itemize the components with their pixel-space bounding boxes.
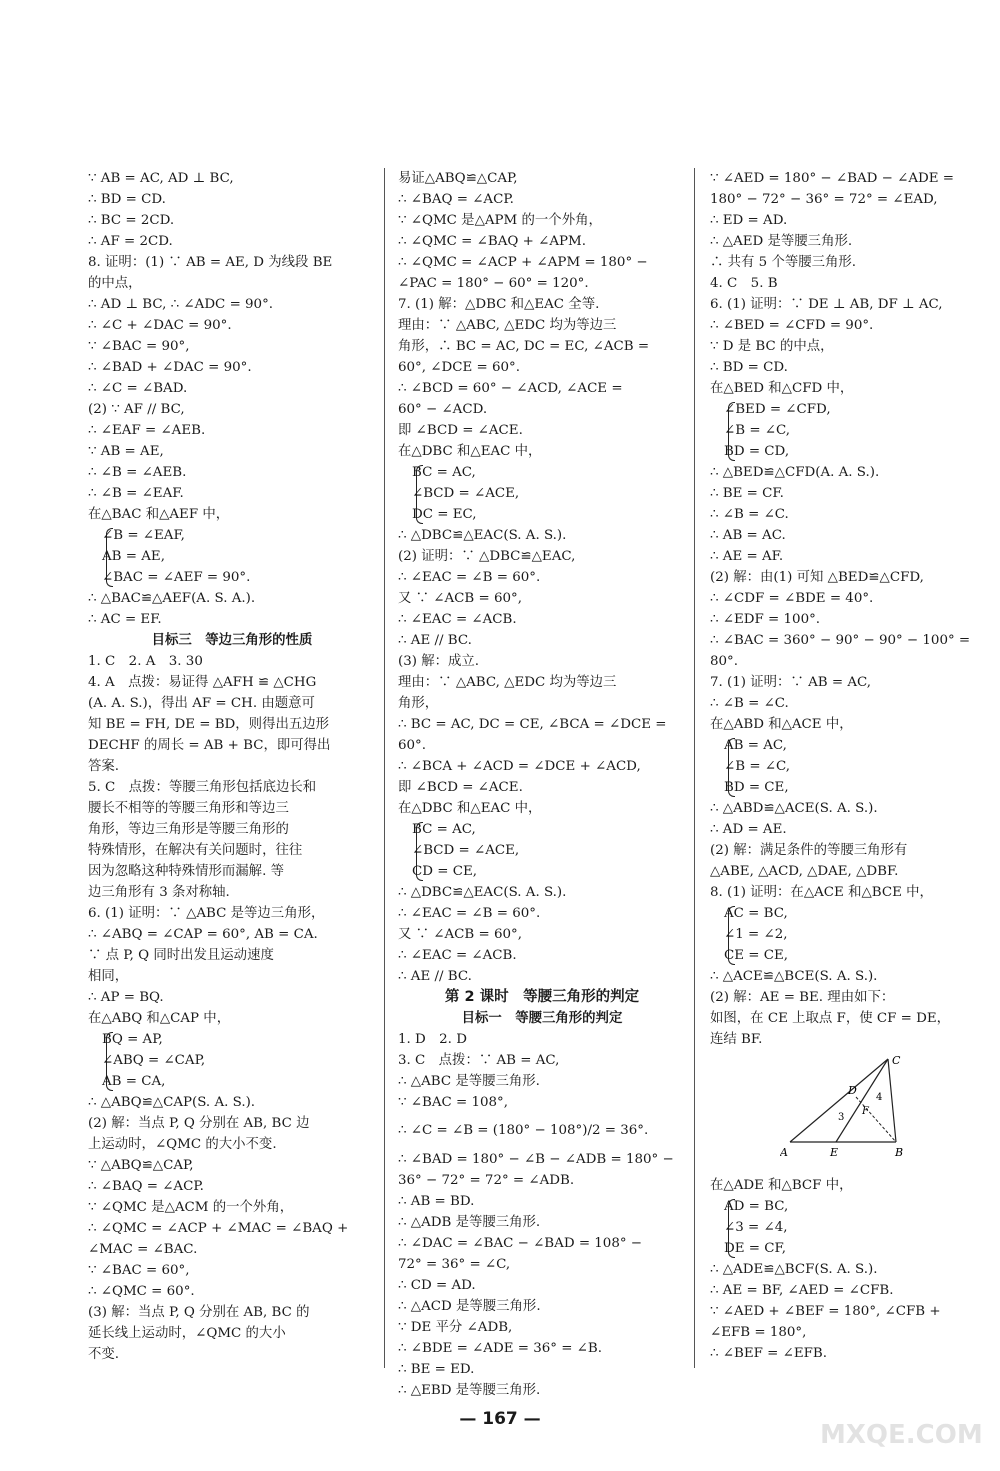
text-line: ∴ △ABD≌△ACE(S. A. S.).	[710, 801, 878, 816]
text-line: ∵ ∠QMC 是△APM 的一个外角，	[398, 213, 602, 228]
text-line: ∴ △AED 是等腰三角形.	[710, 234, 853, 249]
column-2	[398, 168, 686, 1401]
text-line: ∴ △EBD 是等腰三角形.	[398, 1383, 541, 1398]
text-line: 5. C 点拨：等腰三角形包括底边长和	[88, 780, 317, 795]
text-line: ∴ ∠B = ∠C.	[710, 507, 789, 522]
text-line: ∴ AD ⊥ BC, ∴ ∠ADC = 90°.	[88, 297, 274, 312]
text-line: 不变.	[88, 1347, 120, 1362]
text-line: △ABE, △ACD, △DAE, △DBF.	[710, 864, 899, 879]
text-line: 的中点，	[88, 276, 142, 291]
text-line: ∴ △ACE≌△BCE(S. A. S.).	[710, 969, 878, 984]
text-line: 角形，∴ BC = AC, DC = EC, ∠ACB =	[398, 339, 650, 354]
text-line: BQ = AP,	[102, 1032, 163, 1047]
text-line: 1. D 2. D	[398, 1032, 467, 1047]
text-line: ∵ ∠BAC = 108°,	[398, 1095, 508, 1110]
text-line: ∴ BD = CD.	[710, 360, 788, 375]
text-line: AB = CA,	[102, 1074, 166, 1089]
text-line: ∴ △BAC≌△AEF(A. S. A.).	[88, 591, 256, 606]
text-line: 理由：∵ △ABC, △EDC 均为等边三	[398, 675, 617, 690]
text-line: ∠EFB = 180°,	[710, 1325, 807, 1340]
figure-label: B	[895, 1146, 904, 1159]
text-line: ∠BAC = ∠AEF = 90°.	[102, 570, 251, 585]
text-line: ∵ ∠AED + ∠BEF = 180°, ∠CFB +	[710, 1304, 941, 1319]
figure-label: A	[780, 1146, 788, 1159]
text-line: 在△ADE 和△BCF 中，	[710, 1178, 853, 1193]
text-line: 60°, ∠DCE = 60°.	[398, 360, 520, 375]
text-line: ∴ ∠DAC = ∠BAC − ∠BAD = 108° −	[398, 1236, 643, 1251]
text-line: ∴ △ABC 是等腰三角形.	[398, 1074, 540, 1089]
text-line: 1. C 2. A 3. 30	[88, 654, 203, 669]
figure-label: F	[862, 1106, 869, 1117]
text-line: ∠1 = ∠2,	[724, 927, 788, 942]
text-line: ∴ CD = AD.	[398, 1278, 476, 1293]
text-line: 知 BE = FH, DE = BD，则得出五边形	[88, 717, 330, 732]
text-line: ∴ AE = BF, ∠AED = ∠CFB.	[710, 1283, 894, 1298]
text-line: ∴ AF = 2CD.	[88, 234, 173, 249]
text-line: 角形，	[398, 696, 439, 711]
text-line: ∴ ∠ABQ = ∠CAP = 60°, AB = CA.	[88, 927, 318, 942]
text-line: AC = BC,	[724, 906, 788, 921]
text-line: BD = CD,	[724, 444, 790, 459]
text-line: ∴ ∠EAC = ∠ACB.	[398, 948, 517, 963]
text-line: ∴ AB = BD.	[398, 1194, 475, 1209]
text-line: ∠PAC = 180° − 60° = 120°.	[398, 276, 589, 291]
triangle-figure	[780, 1056, 920, 1171]
text-line: ∴ △ACD 是等腰三角形.	[398, 1299, 541, 1314]
text-line: 3. C 点拨：∵ AB = AC,	[398, 1053, 560, 1068]
text-line: (2) 解：满足条件的等腰三角形有	[710, 843, 908, 858]
text-line: ∴ ∠EDF = 100°.	[710, 612, 821, 627]
text-line: ∵ AB = AE,	[88, 444, 164, 459]
equation-system	[398, 819, 686, 882]
text-line: ∴ △ADB 是等腰三角形.	[398, 1215, 541, 1230]
text-line: ∠ABQ = ∠CAP,	[102, 1053, 206, 1068]
text-line: AB = AE,	[102, 549, 165, 564]
text-line: 7. (1) 证明：∵ AB = AC,	[710, 675, 872, 690]
text-line: 在△DBC 和△EAC 中，	[398, 444, 542, 459]
text-line: ∴ ∠QMC = ∠ACP + ∠MAC = ∠BAQ +	[88, 1221, 349, 1236]
text-line: 60° − ∠ACD.	[398, 402, 488, 417]
text-line: 因为忽略这种特殊情形而漏解. 等	[88, 864, 284, 879]
equation-system	[710, 1196, 990, 1259]
text-line: ∴ ∠QMC = 60°.	[88, 1284, 195, 1299]
text-line: ∠B = ∠C,	[724, 423, 791, 438]
watermark: MXQE.COM	[820, 1420, 983, 1450]
text-line: ∵ DE 平分 ∠ADB,	[398, 1320, 513, 1335]
figure-line	[856, 1097, 896, 1142]
column-divider	[694, 168, 695, 1368]
text-line: ∴ ∠BAC = 360° − 90° − 90° − 100° =	[710, 633, 971, 648]
text-line: 6. (1) 证明：∵ DE ⊥ AB, DF ⊥ AC,	[710, 297, 943, 312]
text-line: (3) 解：当点 P, Q 分别在 AB, BC 的	[88, 1305, 310, 1320]
text-line: 72° = 36° = ∠C,	[398, 1257, 511, 1272]
equation-system	[88, 1029, 376, 1092]
text-line: 在△BAC 和△AEF 中，	[88, 507, 230, 522]
text-line: ∴ AE // BC.	[398, 633, 472, 648]
section-heading: 目标一 等腰三角形的判定	[461, 1011, 623, 1026]
figure-label: 4	[876, 1092, 883, 1103]
figure-line	[888, 1059, 896, 1142]
text-line: (2) 解：AE = BE. 理由如下：	[710, 990, 895, 1005]
figure-label: 3	[838, 1112, 845, 1123]
text-line: ∴ AP = BQ.	[88, 990, 164, 1005]
text-line: ∴ ∠BEF = ∠EFB.	[710, 1346, 828, 1361]
text-line: ∵ ∠AED = 180° − ∠BAD − ∠ADE =	[710, 171, 954, 186]
text-line: 边三角形有 3 条对称轴.	[88, 885, 230, 900]
text-line: 180° − 72° − 36° = 72° = ∠EAD,	[710, 192, 938, 207]
text-line: 理由：∵ △ABC, △EDC 均为等边三	[398, 318, 617, 333]
text-line: CD = CE,	[412, 864, 477, 879]
text-line: ∴ △BED≌△CFD(A. A. S.).	[710, 465, 880, 480]
text-line: ∴ ED = AD.	[710, 213, 788, 228]
text-line: ∴ ∠C + ∠DAC = 90°.	[88, 318, 232, 333]
text-line: ∴ BE = ED.	[398, 1362, 475, 1377]
figure-label: E	[830, 1146, 839, 1159]
text-line: ∴ ∠EAC = ∠B = 60°.	[398, 570, 541, 585]
text-line: AB = AC,	[724, 738, 787, 753]
text-line: 腰长不相等的等腰三角形和等边三	[88, 801, 289, 816]
text-line: ∴ ∠CDF = ∠BDE = 40°.	[710, 591, 874, 606]
text-line: 在△DBC 和△EAC 中，	[398, 801, 542, 816]
text-line: ∴ 共有 5 个等腰三角形.	[710, 255, 857, 270]
text-line: (3) 解：成立.	[398, 654, 480, 669]
text-line: ∴ ∠BCA + ∠ACD = ∠DCE + ∠ACD,	[398, 759, 641, 774]
text-line: ∴ ∠B = ∠EAF.	[88, 486, 184, 501]
text-line: (A. A. S.)，得出 AF = CH. 由题意可	[88, 696, 315, 711]
text-line: ∴ ∠BAD + ∠DAC = 90°.	[88, 360, 252, 375]
text-line: 4. C 5. B	[710, 276, 778, 291]
text-line: ∵ △ABQ≌△CAP,	[88, 1158, 194, 1173]
text-line: 7. (1) 解：△DBC 和△EAC 全等.	[398, 297, 600, 312]
text-line: ∴ ∠EAC = ∠ACB.	[398, 612, 517, 627]
text-line: ∴ BE = CF.	[710, 486, 784, 501]
text-line: 即 ∠BCD = ∠ACE.	[398, 423, 523, 438]
text-line: BC = AC,	[412, 822, 476, 837]
text-line: ∴ ∠B = ∠C.	[710, 696, 789, 711]
text-line: ∴ △DBC≌△EAC(S. A. S.).	[398, 528, 567, 543]
text-line: ∠B = ∠C,	[724, 759, 791, 774]
text-line: 80°.	[710, 654, 738, 669]
text-line: ∴ ∠BAQ = ∠ACP.	[398, 192, 514, 207]
equation-system	[710, 903, 990, 966]
text-line: 6. (1) 证明：∵ △ABC 是等边三角形，	[88, 906, 325, 921]
text-line: ∠MAC = ∠BAC.	[88, 1242, 198, 1257]
text-line: DECHF 的周长 = AB + BC，即可得出	[88, 738, 331, 753]
text-line: (2) 解：当点 P, Q 分别在 AB, BC 边	[88, 1116, 310, 1131]
text-line: 8. (1) 证明：在△ACE 和△BCE 中，	[710, 885, 933, 900]
equation-system	[88, 525, 376, 588]
text-line: ∵ ∠QMC 是△ACM 的一个外角，	[88, 1200, 294, 1215]
text-line: 如图，在 CE 上取点 F，使 CF = DE，	[710, 1011, 951, 1026]
text-line: ∴ ∠BAQ = ∠ACP.	[88, 1179, 204, 1194]
text-line: ∴ AD = AE.	[710, 822, 787, 837]
text-line: ∵ ∠BAC = 60°,	[88, 1263, 190, 1278]
text-line: 连结 BF.	[710, 1032, 763, 1047]
text-line: DC = EC,	[412, 507, 477, 522]
text-line: DE = CF,	[724, 1241, 786, 1256]
text-line: ∴ ∠B = ∠AEB.	[88, 465, 187, 480]
text-line: ∴ ∠QMC = ∠BAQ + ∠APM.	[398, 234, 586, 249]
text-line: ∴ BD = CD.	[88, 192, 166, 207]
text-line: (2) 证明：∵ △DBC≌△EAC,	[398, 549, 576, 564]
text-line: ∴ AB = AC.	[710, 528, 786, 543]
text-line: ∴ ∠BED = ∠CFD = 90°.	[710, 318, 874, 333]
text-line: 在△ABQ 和△CAP 中，	[88, 1011, 231, 1026]
text-line: BC = AC,	[412, 465, 476, 480]
text-line: CE = CE,	[724, 948, 789, 963]
text-line: ∠BCD = ∠ACE,	[412, 843, 520, 858]
text-line: (2) ∵ AF // BC,	[88, 402, 185, 417]
text-line: 4. A 点拨：易证得 △AFH ≌ △CHG	[88, 675, 317, 690]
column-divider	[384, 168, 385, 1368]
equation-system	[398, 462, 686, 525]
text-line: 在△ABD 和△ACE 中，	[710, 717, 853, 732]
text-line: 又 ∵ ∠ACB = 60°,	[398, 927, 522, 942]
figure-line	[790, 1059, 888, 1142]
text-line: ∠3 = ∠4,	[724, 1220, 788, 1235]
text-line: 8. 证明：(1) ∵ AB = AE, D 为线段 BE	[88, 255, 333, 270]
text-line: ∠BED = ∠CFD,	[724, 402, 831, 417]
text-line: 上运动时，∠QMC 的大小不变.	[88, 1137, 277, 1152]
text-line: 答案.	[88, 759, 120, 774]
text-line: ∴ △ADE≌△BCF(S. A. S.).	[710, 1262, 878, 1277]
text-line: ∴ AE // BC.	[398, 969, 472, 984]
text-line: 特殊情形，在解决有关问题时，往往	[88, 843, 303, 858]
text-line: ∴ AC = EF.	[88, 612, 162, 627]
text-line: 相同，	[88, 969, 129, 984]
section-heading: 第 2 课时 等腰三角形的判定	[444, 989, 640, 1005]
text-line: 角形，等边三角形是等腰三角形的	[88, 822, 289, 837]
text-line: 在△BED 和△CFD 中，	[710, 381, 854, 396]
text-line: ∵ D 是 BC 的中点，	[710, 339, 834, 354]
text-line: ∵ AB = AC, AD ⊥ BC,	[88, 171, 234, 186]
text-line: ∴ ∠C = ∠B = (180° − 108°)/2 = 36°.	[398, 1123, 649, 1138]
figure-label: C	[892, 1056, 901, 1067]
text-line: ∵ ∠BAC = 90°,	[88, 339, 190, 354]
equation-system	[710, 399, 990, 462]
text-line: ∴ ∠BCD = 60° − ∠ACD, ∠ACE =	[398, 381, 623, 396]
text-line: ∴ △ABQ≌△CAP(S. A. S.).	[88, 1095, 256, 1110]
text-line: ∴ ∠EAC = ∠B = 60°.	[398, 906, 541, 921]
text-line: ∠B = ∠EAF,	[102, 528, 185, 543]
text-line: ∵ 点 P, Q 同时出发且运动速度	[88, 948, 274, 963]
column-3	[710, 168, 990, 1364]
text-line: ∴ ∠EAF = ∠AEB.	[88, 423, 206, 438]
text-line: 又 ∵ ∠ACB = 60°,	[398, 591, 522, 606]
figure-label: D	[848, 1084, 857, 1097]
section-heading: 目标三 等边三角形的性质	[151, 633, 313, 648]
text-line: AD = BC,	[724, 1199, 789, 1214]
text-line: 36° − 72° = 72° = ∠ADB.	[398, 1173, 575, 1188]
page-number: — 167 —	[459, 1409, 541, 1429]
text-line: 延长线上运动时，∠QMC 的大小	[88, 1326, 286, 1341]
text-line: ∴ AE = AF.	[710, 549, 784, 564]
text-line: ∴ ∠QMC = ∠ACP + ∠APM = 180° −	[398, 255, 648, 270]
text-line: ∴ BC = AC, DC = CE, ∠BCA = ∠DCE =	[398, 717, 667, 732]
text-line: ∴ ∠BAD = 180° − ∠B − ∠ADB = 180° −	[398, 1152, 674, 1167]
text-line: ∴ ∠BDE = ∠ADE = 36° = ∠B.	[398, 1341, 602, 1356]
text-line: 60°.	[398, 738, 426, 753]
text-line: (2) 解：由(1) 可知 △BED≌△CFD,	[710, 570, 924, 585]
text-line: 易证△ABQ≌△CAP,	[398, 171, 518, 186]
equation-system	[710, 735, 990, 798]
text-line: ∴ △DBC≌△EAC(S. A. S.).	[398, 885, 567, 900]
text-line: 即 ∠BCD = ∠ACE.	[398, 780, 523, 795]
text-line: BD = CE,	[724, 780, 789, 795]
column-1	[88, 168, 376, 1365]
text-line: ∠BCD = ∠ACE,	[412, 486, 520, 501]
text-line: ∴ BC = 2CD.	[88, 213, 175, 228]
text-line: ∴ ∠C = ∠BAD.	[88, 381, 188, 396]
